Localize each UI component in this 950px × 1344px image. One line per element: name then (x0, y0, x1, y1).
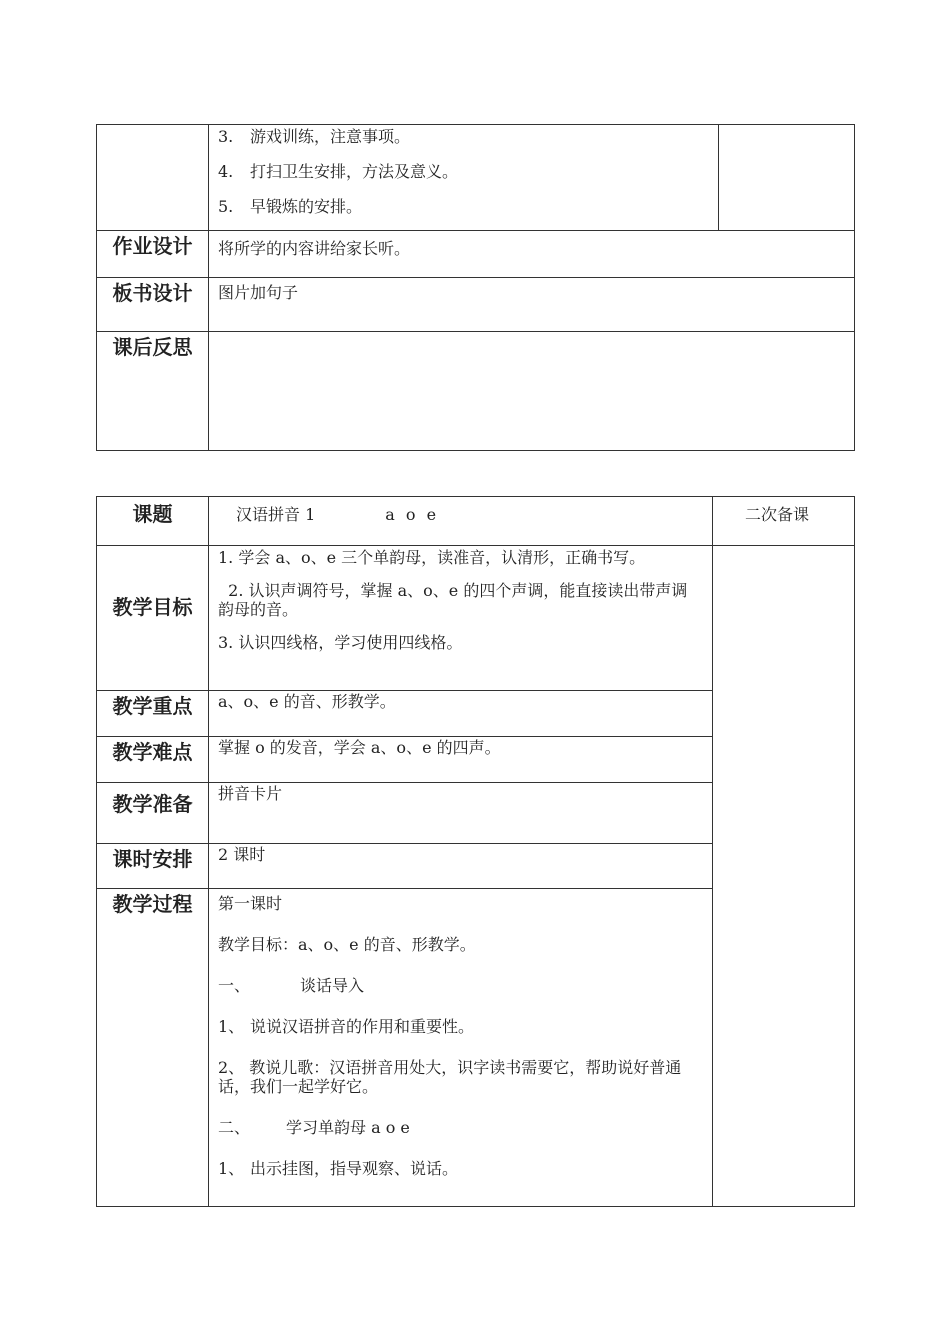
title-label: 课题 (97, 497, 209, 546)
reflection-label: 课后反思 (97, 332, 209, 451)
lesson-table-continued (96, 124, 855, 451)
process-label: 教学过程 (97, 889, 209, 1207)
list-item: 3. 游戏训练，注意事项。 (218, 127, 411, 146)
lesson-goal: 教学目标：a、o、e 的音、形教学。 (218, 935, 476, 954)
list-item: 1、 说说汉语拼音的作用和重要性。 (218, 1017, 475, 1036)
prep-text: 拼音卡片 (209, 783, 713, 844)
hours-text: 2 课时 (209, 844, 713, 889)
title-letters: a o e (385, 505, 437, 524)
goals-label: 教学目标 (97, 546, 209, 691)
hours-label: 课时安排 (97, 844, 209, 889)
section-heading: 二、 学习单韵母 a o e (218, 1118, 410, 1137)
lesson-plan-table (96, 496, 855, 1207)
second-prep-label: 二次备课 (713, 497, 855, 546)
title-cell (209, 497, 713, 546)
process-cell (209, 889, 713, 1207)
goal-item: 2. 认识声调符号，掌握 a、o、e 的四个声调，能直接读出带声调韵母的音。 (218, 581, 688, 619)
reflection-text (209, 332, 855, 451)
label-cell-empty (97, 125, 209, 231)
list-item: 4. 打扫卫生安排，方法及意义。 (218, 162, 459, 181)
section-heading: 一、 谈话导入 (218, 976, 365, 995)
difficulty-label: 教学难点 (97, 737, 209, 783)
goal-item: 1. 学会 a、o、e 三个单韵母，读准音，认清形，正确书写。 (218, 548, 646, 567)
list-item: 1、 出示挂图，指导观察、说话。 (218, 1159, 459, 1178)
board-text: 图片加句子 (209, 278, 855, 332)
prep-label: 教学准备 (97, 783, 209, 844)
goals-cell (209, 546, 713, 691)
second-prep-cell (713, 546, 855, 1207)
notes-cell (719, 125, 855, 231)
list-item: 5. 早锻炼的安排。 (218, 197, 363, 216)
goal-item: 3. 认识四线格，学习使用四线格。 (218, 633, 463, 652)
homework-text: 将所学的内容讲给家长听。 (209, 231, 855, 278)
title-text: 汉语拼音 1 (236, 505, 316, 524)
list-item: 2、 教说儿歌：汉语拼音用处大，识字读书需要它，帮助说好普通话，我们一起学好它。 (218, 1058, 682, 1096)
key-text: a、o、e 的音、形教学。 (209, 691, 713, 737)
lesson-heading: 第一课时 (218, 894, 283, 913)
difficulty-text: 掌握 o 的发音，学会 a、o、e 的四声。 (209, 737, 713, 783)
board-label: 板书设计 (97, 278, 209, 332)
continued-items (209, 125, 719, 231)
homework-label: 作业设计 (97, 231, 209, 278)
key-label: 教学重点 (97, 691, 209, 737)
